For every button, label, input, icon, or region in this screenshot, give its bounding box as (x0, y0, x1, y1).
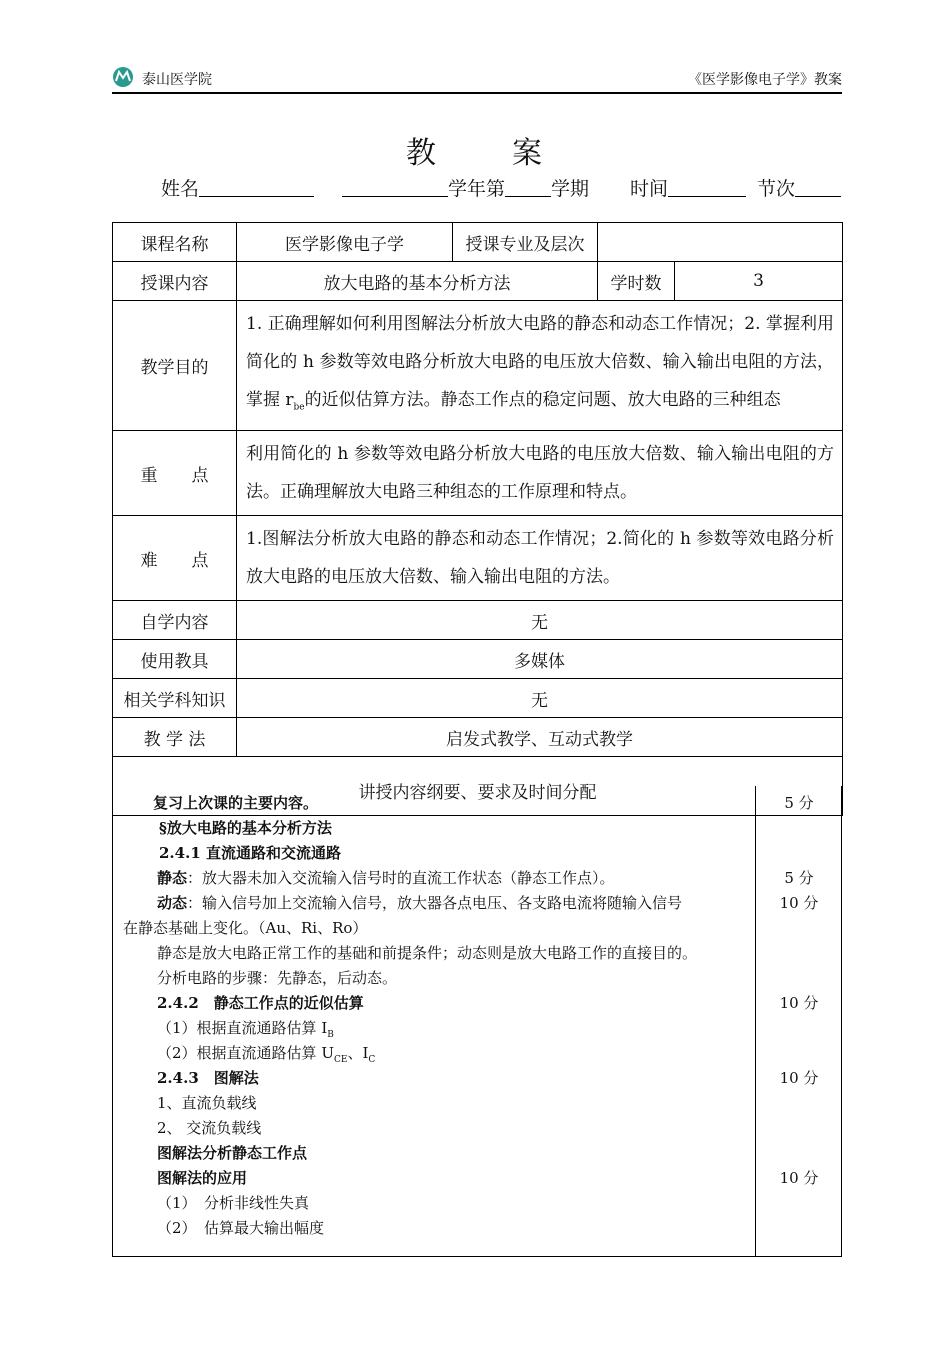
table-row (113, 601, 843, 640)
time-value: 5 分 (784, 794, 814, 812)
table-row (113, 679, 843, 718)
table-row (113, 640, 843, 679)
table-row (113, 516, 843, 601)
time-value: 10 分 (779, 1069, 819, 1087)
major-value (598, 223, 843, 262)
outline-heading: 讲授内容纲要、要求及时间分配 (113, 757, 843, 816)
list-item: 在静态基础上变化。（Au、Ri、Ro） (123, 919, 368, 937)
period-field: 节次 (757, 174, 841, 202)
list-item: 静态是放大电路正常工作的基础和前提条件；动态则是放大电路工作的直接目的。 (157, 944, 698, 962)
difficult-point-value: 1.图解法分析放大电路的静态和动态工作情况；2.简化的 h 参数等效电路分析放大电路的电压放大倍数、输入输出电阻的方法。 (237, 516, 843, 601)
list-item: 2.4.3 图解法 (157, 1069, 259, 1087)
list-item: （1） 分析非线性失真 (157, 1194, 310, 1212)
outline-section (112, 786, 842, 1257)
related-label: 相关学科知识 (113, 679, 237, 718)
table-row (113, 223, 843, 262)
content-value: 放大电路的基本分析方法 (237, 262, 598, 301)
related-value: 无 (237, 679, 843, 718)
term-field: 学年第 学期 (342, 174, 589, 202)
method-label: 教 学 法 (113, 718, 237, 757)
tools-label: 使用教具 (113, 640, 237, 679)
name-field: 姓名 (161, 174, 314, 202)
school-logo-icon (112, 66, 134, 88)
list-item: （2）根据直流通路估算 $U_{CE}$、$I_C$ (157, 1044, 376, 1065)
lesson-plan-table (112, 222, 843, 816)
self-study-label: 自学内容 (113, 601, 237, 640)
table-row (113, 301, 843, 431)
major-label: 授课专业及层次 (453, 223, 598, 262)
list-item: 复习上次课的主要内容。 (153, 794, 319, 812)
list-item: 静态：放大器未加入交流输入信号时的直流工作状态（静态工作点）。 (157, 869, 615, 887)
goal-value: 1. 正确理解如何利用图解法分析放大电路的静态和动态工作情况；2. 掌握利用简化的 h 参数等效电路分析放大电路的电压放大倍数、输入输出电阻的方法，掌握 $r_{be}$的近似估算方法。静态工作点的稳定问题、放大电路的三种组态 (237, 301, 843, 431)
key-point-value: 利用简化的 h 参数等效电路分析放大电路的电压放大倍数、输入输出电阻的方法。正确理解放大电路三种组态的工作原理和特点。 (237, 431, 843, 516)
list-item: 图解法的应用 (157, 1169, 248, 1187)
time-value: 5 分 (784, 869, 814, 887)
course-header-title: 《医学影像电子学》教案 (688, 72, 842, 88)
hours-label: 学时数 (598, 262, 675, 301)
list-item: 1、直流负载线 (157, 1094, 257, 1112)
list-item: 2.4.2 静态工作点的近似估算 (157, 994, 364, 1012)
time-value: 10 分 (779, 894, 819, 912)
list-item: 分析电路的步骤：先静态，后动态。 (157, 969, 398, 987)
list-item: 2、 交流负载线 (157, 1119, 262, 1137)
hours-value: 3 (675, 262, 843, 301)
course-name-label: 课程名称 (113, 223, 237, 262)
course-name-value: 医学影像电子学 (237, 223, 453, 262)
time-value: 10 分 (779, 1169, 819, 1187)
list-item: （1）根据直流通路估算 $I_B$ (157, 1019, 334, 1040)
time-field: 时间 (630, 174, 746, 202)
table-row (113, 431, 843, 516)
list-item: §放大电路的基本分析方法 (159, 819, 332, 837)
school-name: 泰山医学院 (142, 72, 212, 88)
page-title: 教 案 (406, 136, 546, 171)
content-label: 授课内容 (113, 262, 237, 301)
list-item: （2） 估算最大输出幅度 (157, 1219, 325, 1237)
self-study-value: 无 (237, 601, 843, 640)
list-item: 动态：输入信号加上交流输入信号，放大器各点电压、各支路电流将随输入信号 (157, 894, 683, 912)
page-header (112, 66, 842, 94)
method-value: 启发式教学、互动式教学 (237, 718, 843, 757)
table-row (113, 718, 843, 757)
key-point-label: 重 点 (113, 431, 237, 516)
difficult-point-label: 难 点 (113, 516, 237, 601)
goal-label: 教学目的 (113, 301, 237, 431)
outline-lines (113, 791, 755, 1241)
time-allocation-column (756, 791, 842, 1191)
list-item: 图解法分析静态工作点 (157, 1144, 308, 1162)
table-row (113, 262, 843, 301)
time-value: 10 分 (779, 994, 819, 1012)
list-item: 2.4.1 直流通路和交流通路 (159, 844, 341, 862)
tools-value: 多媒体 (237, 640, 843, 679)
